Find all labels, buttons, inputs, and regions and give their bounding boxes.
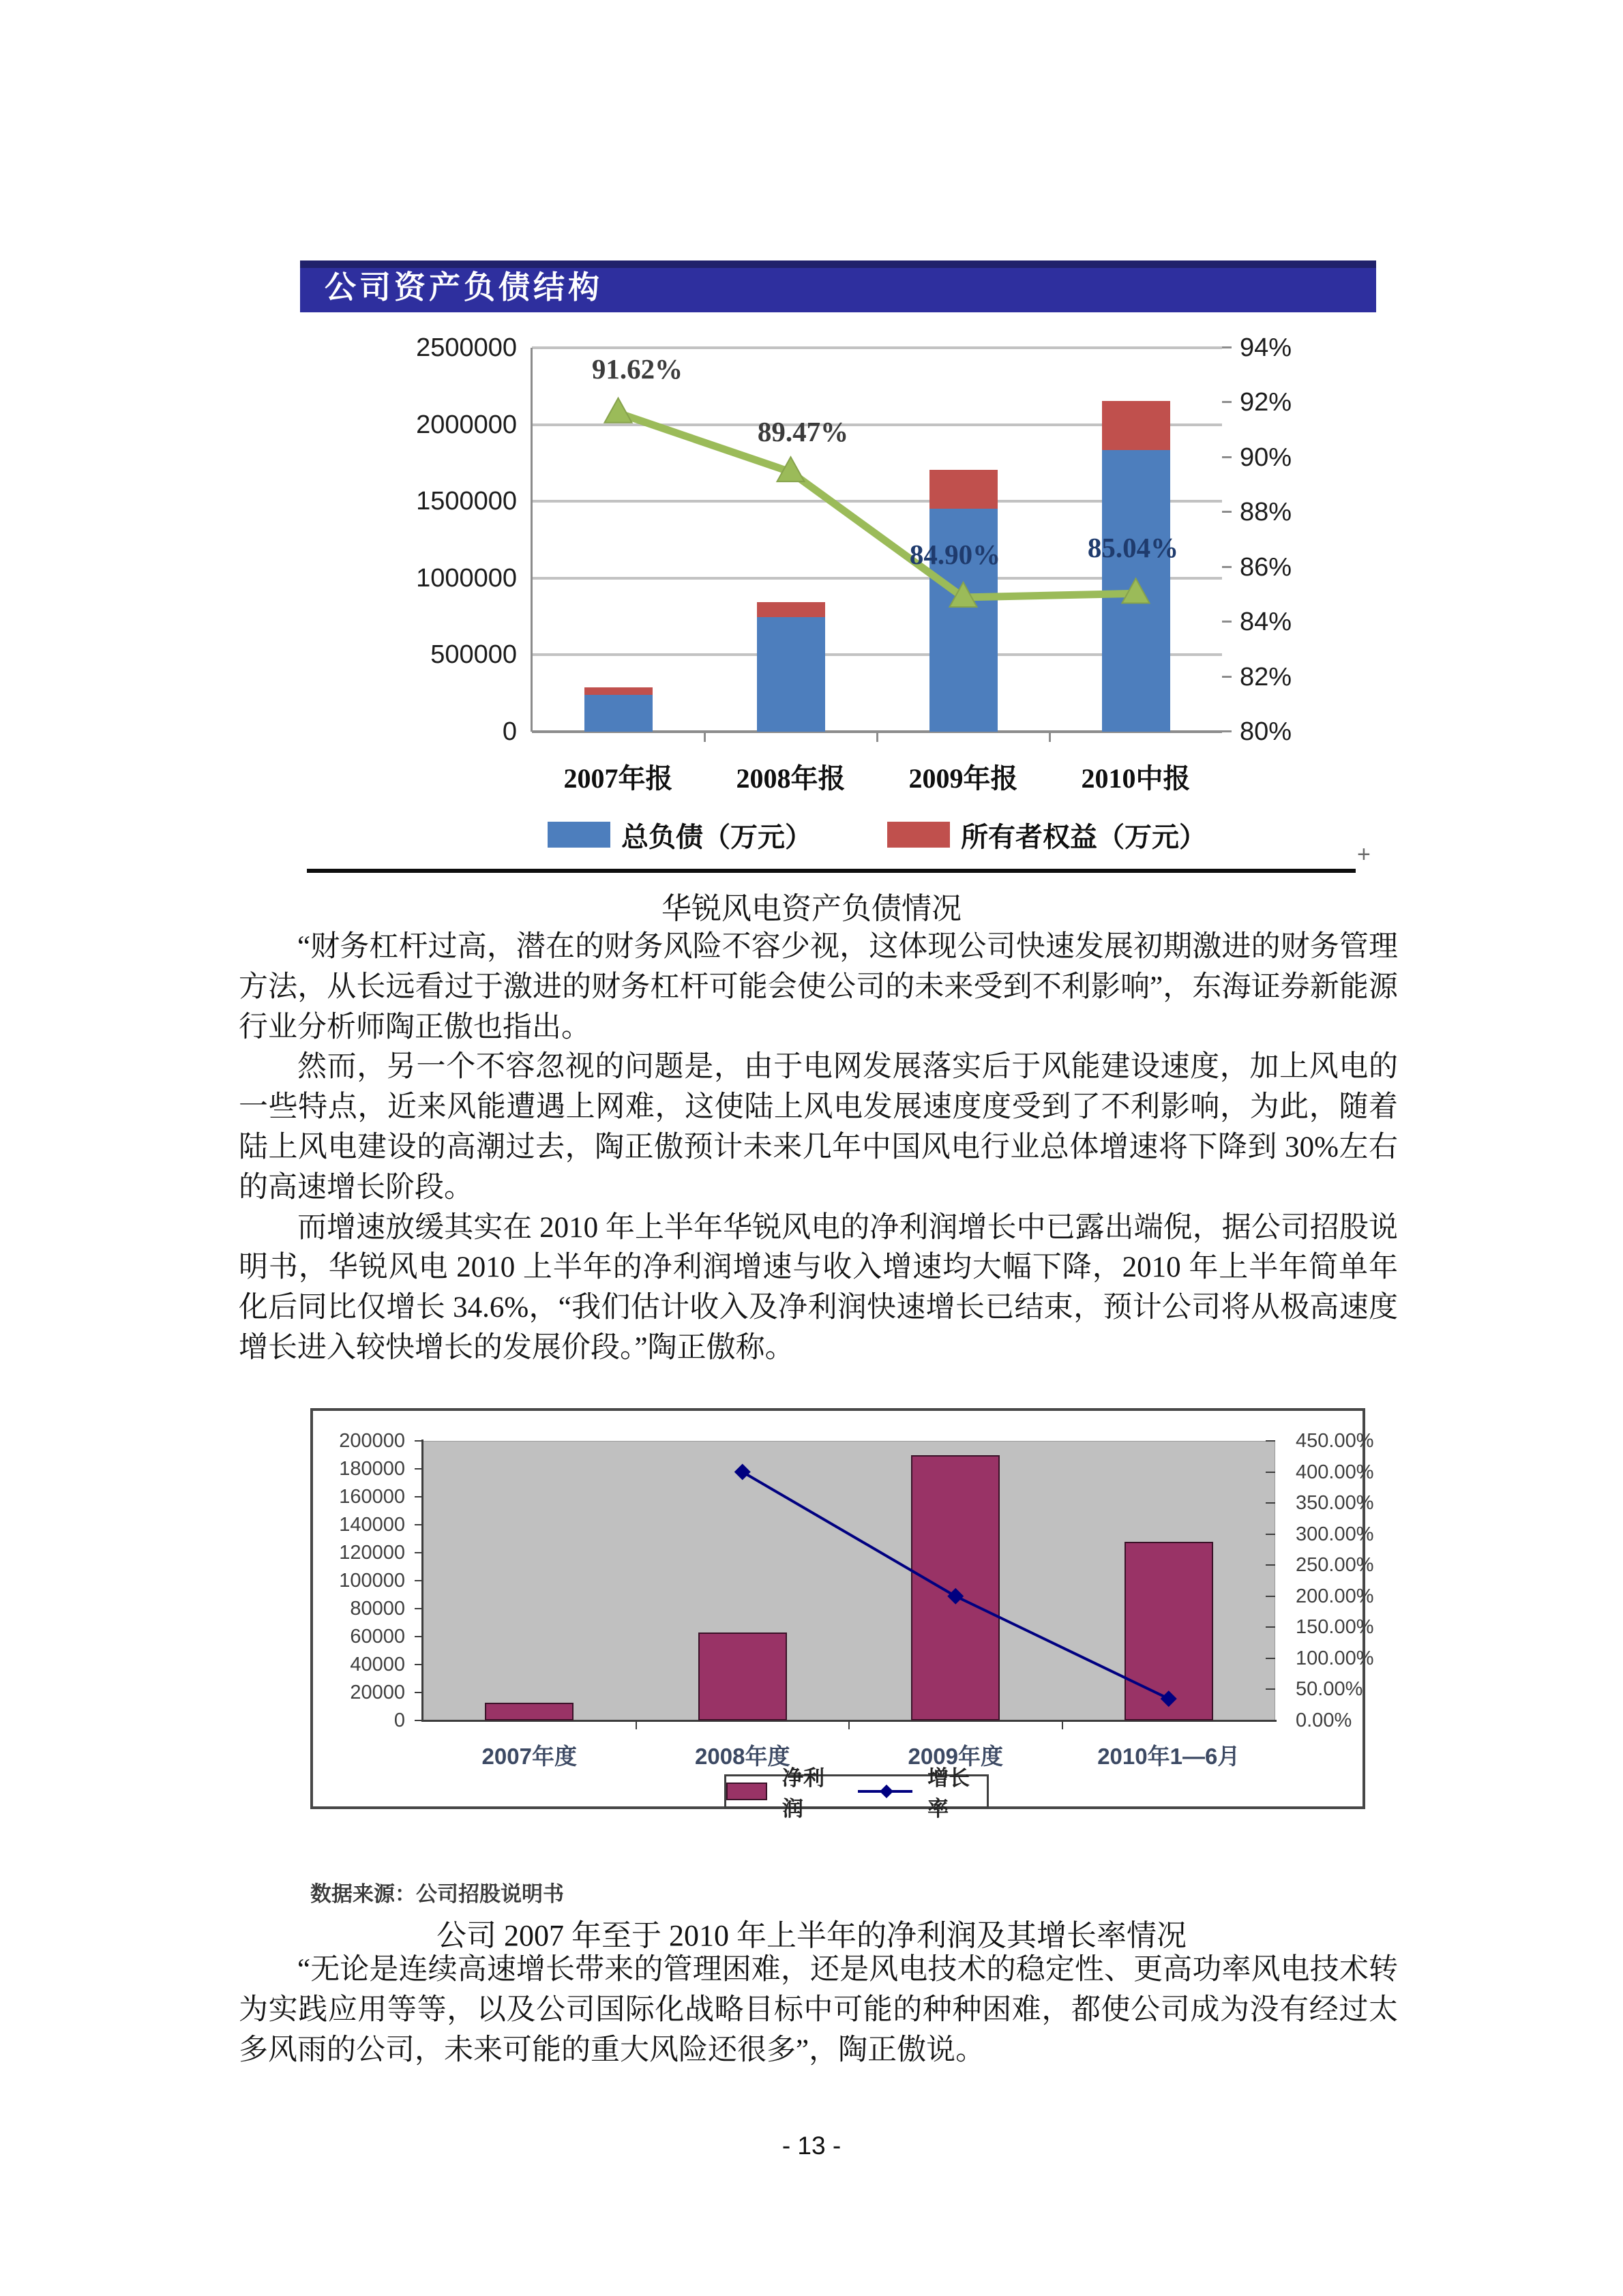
bar-net-profit — [698, 1632, 787, 1720]
y-axis-tick-label: 120000 — [339, 1542, 405, 1564]
y-axis-tick-label: 0 — [502, 717, 517, 746]
right-axis-tick — [1266, 1626, 1275, 1628]
y-axis-tick — [415, 1468, 423, 1470]
legend-item — [548, 816, 812, 854]
x-axis-label: 2009年度 — [908, 1744, 1003, 1769]
bar-net-profit — [1125, 1542, 1213, 1720]
anchor-mark: + — [1357, 841, 1371, 867]
right-axis-tick-label: 80% — [1240, 717, 1292, 746]
right-axis-tick-label: 200.00% — [1296, 1585, 1374, 1607]
x-axis-tick — [1049, 732, 1051, 742]
right-axis-tick — [1266, 1688, 1275, 1690]
y-axis-tick — [415, 1496, 423, 1497]
y-axis-tick-label: 140000 — [339, 1514, 405, 1536]
legend-swatch — [887, 822, 950, 848]
y-axis-tick-label: 200000 — [339, 1430, 405, 1452]
y-axis-tick-label: 60000 — [350, 1626, 405, 1648]
paragraph: 然而，另一个不容忽视的问题是，由于电网发展落实后于风能建设速度，加上风电的一些特点，近来风能遭遇上网难，这使陆上风电发展速度度受到了不利影响，为此，随着陆上风电建设的高潮过去，陶正傲预计未来几年中国风电行业总体增速将下降到 30%左右的高速增长阶段。 — [239, 1051, 1398, 1204]
x-axis-tick — [1062, 1720, 1063, 1729]
right-axis-tick — [1266, 1472, 1275, 1473]
page-number: - 13 - — [781, 2132, 842, 2160]
legend-line-icon — [857, 1783, 912, 1800]
right-axis-tick-label: 82% — [1240, 662, 1292, 691]
y-axis-tick-label: 500000 — [430, 640, 517, 670]
x-axis-label: 2009年报 — [908, 763, 1018, 794]
line-point-label: 89.47% — [757, 416, 849, 448]
bar-total-liabilities — [757, 617, 825, 732]
y-axis-tick — [415, 1720, 423, 1721]
chart1-title-bar: 公司资产负债结构 — [300, 260, 1376, 312]
x-axis-label: 2008年报 — [736, 763, 846, 794]
y-axis-tick — [415, 1440, 423, 1442]
right-axis-tick — [1266, 1534, 1275, 1535]
bar-net-profit — [911, 1455, 1000, 1721]
legend — [724, 1766, 989, 1821]
right-axis-tick-label: 150.00% — [1296, 1616, 1374, 1639]
y-axis-tick-label: 2000000 — [416, 410, 517, 439]
section-divider — [307, 869, 1356, 873]
x-axis-label: 2010中报 — [1081, 763, 1191, 794]
x-axis-tick — [636, 1720, 637, 1729]
right-axis-tick — [1222, 511, 1232, 513]
right-axis-tick — [1266, 1596, 1275, 1597]
x-axis-label: 2007年度 — [481, 1744, 577, 1769]
right-axis-tick — [1222, 621, 1232, 623]
bar-owners-equity — [1102, 401, 1170, 450]
right-axis-tick — [1222, 401, 1232, 403]
right-axis-tick-label: 0.00% — [1296, 1710, 1352, 1731]
line-point-label: 91.62% — [591, 353, 683, 385]
gridline — [532, 346, 1222, 349]
x-axis-tick — [704, 732, 706, 742]
chart2-caption: 公司 2007 年至于 2010 年上半年的净利润及其增长率情况 — [436, 1919, 1187, 1952]
line-point-label: 84.90% — [909, 538, 1001, 570]
y-axis-tick — [415, 1524, 423, 1525]
y-axis-tick-label: 20000 — [350, 1682, 405, 1703]
paragraph: 而增速放缓其实在 2010 年上半年华锐风电的净利润增长中已露出端倪，据公司招股说明书，华锐风电 2010 上半年的净利润增速与收入增速均大幅下降，2010 年上半年简单年化后同比仅增长 34.6%，“我们估计收入及净利润快速增长已结束，预计公司将从极高速度增长进入较快增长的发展价段。”陶正傲称。 — [239, 1211, 1398, 1364]
y-axis-tick — [415, 1664, 423, 1665]
legend-swatch — [548, 822, 610, 848]
y-axis-line — [531, 348, 533, 732]
right-axis-tick-label: 86% — [1240, 552, 1292, 582]
bar-net-profit — [485, 1703, 574, 1720]
right-axis-tick — [1222, 346, 1232, 348]
right-axis-tick-label: 92% — [1240, 388, 1292, 417]
y-axis-tick — [415, 1692, 423, 1693]
y-axis-tick — [415, 1552, 423, 1553]
y-axis-tick-label: 100000 — [339, 1570, 405, 1592]
right-axis-tick-label: 250.00% — [1296, 1554, 1374, 1577]
y-axis-tick — [415, 1580, 423, 1581]
right-axis-tick-label: 100.00% — [1296, 1647, 1374, 1669]
bar-owners-equity — [929, 470, 998, 509]
y-axis-tick-label: 180000 — [339, 1458, 405, 1480]
legend-label: 增长率 — [927, 1766, 970, 1821]
article-body-top — [239, 927, 1398, 1369]
data-source-note: 数据来源：公司招股说明书 — [310, 1882, 564, 1906]
bar-total-liabilities — [584, 695, 653, 732]
y-axis-tick-label: 1000000 — [416, 563, 517, 593]
right-axis-tick — [1222, 566, 1232, 568]
legend-swatch-net-profit — [726, 1783, 767, 1800]
right-axis-tick-label: 90% — [1240, 443, 1292, 472]
right-axis-tick-label: 450.00% — [1296, 1430, 1374, 1452]
x-axis-label: 2007年报 — [563, 763, 673, 794]
right-axis-tick-label: 50.00% — [1296, 1678, 1363, 1701]
article-body-bottom — [239, 1950, 1398, 2070]
x-axis-tick — [876, 732, 878, 742]
bar-owners-equity — [584, 687, 653, 695]
x-axis-label: 2010年1—6月 — [1097, 1744, 1240, 1769]
right-axis-tick — [1222, 676, 1232, 678]
right-axis-tick-label: 94% — [1240, 333, 1292, 362]
x-axis-tick — [848, 1720, 850, 1729]
right-axis-tick-label: 350.00% — [1296, 1492, 1374, 1515]
y-axis-tick-label: 160000 — [339, 1486, 405, 1508]
paragraph: “财务杠杆过高，潜在的财务风险不容少视，这体现公司快速发展初期激进的财务管理方法，从长远看过于激进的财务杠杆可能会使公司的未来受到不利影响”，东海证券新能源行业分析师陶正傲也指出。 — [239, 931, 1398, 1043]
x-axis-label: 2008年度 — [695, 1744, 790, 1769]
y-axis-tick-label: 0 — [393, 1710, 405, 1731]
right-axis-tick-label: 84% — [1240, 608, 1292, 637]
y-axis-tick-label: 40000 — [350, 1654, 405, 1675]
y-axis-tick — [415, 1608, 423, 1609]
right-axis-tick-label: 300.00% — [1296, 1523, 1374, 1545]
legend — [307, 817, 1447, 852]
right-axis-tick — [1266, 1440, 1275, 1442]
right-axis-tick — [1266, 1564, 1275, 1566]
paragraph: “无论是连续高速增长带来的管理困难，还是风电技术的稳定性、更高功率风电技术转为实践应用等等，以及公司国际化战略目标中可能的种种困难，都使公司成为没有经过太多风雨的公司，未来可能的重大风险还很多”，陶正傲说。 — [239, 1954, 1398, 2066]
right-axis-tick-label: 88% — [1240, 498, 1292, 527]
legend-item — [887, 816, 1206, 854]
legend-label: 总负债（万元） — [621, 821, 812, 852]
line-point-label: 85.04% — [1087, 532, 1179, 564]
legend-label: 所有者权益（万元） — [961, 821, 1206, 852]
y-axis-tick-label: 80000 — [350, 1598, 405, 1620]
right-axis-tick-label: 400.00% — [1296, 1461, 1374, 1483]
legend-label: 净利润 — [782, 1766, 825, 1821]
bar-total-liabilities — [1102, 450, 1170, 732]
y-axis-tick-label: 2500000 — [416, 333, 517, 362]
right-axis-tick — [1266, 1502, 1275, 1504]
y-axis-tick-label: 1500000 — [416, 487, 517, 516]
right-axis-tick — [1266, 1658, 1275, 1659]
right-axis-tick — [1222, 730, 1232, 732]
y-axis-tick — [415, 1636, 423, 1637]
chart1-caption: 华锐风电资产负债情况 — [661, 892, 962, 925]
right-axis-tick — [1222, 456, 1232, 458]
bar-owners-equity — [757, 602, 825, 618]
right-axis-tick — [1266, 1720, 1275, 1721]
